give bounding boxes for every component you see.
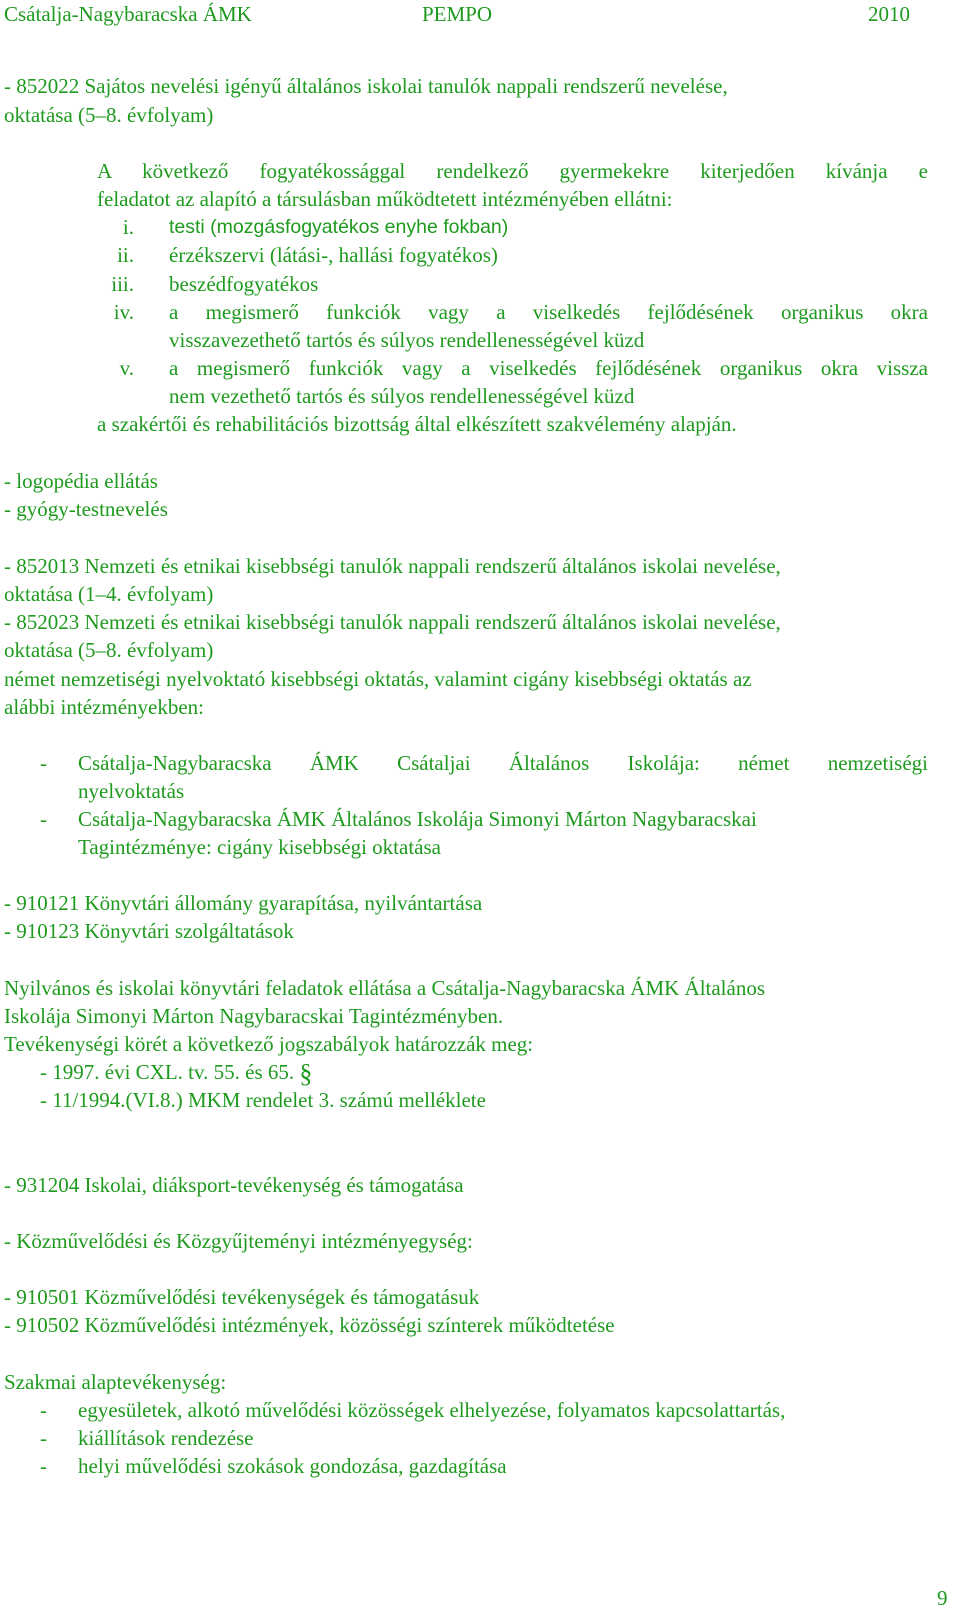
list-item-v-line1: a megismerő funkciók vagy a viselkedés fejlődésének organikus okra vissza xyxy=(169,356,928,380)
item-852022-line1: - 852022 Sajátos nevelési igényű általános iskolai tanulók nappali rendszerű nevelése, xyxy=(4,74,728,98)
alap-dash-1: - xyxy=(40,1398,47,1422)
tevekenysegi-line: Tevékenységi körét a következő jogszabályok határozzák meg: xyxy=(4,1032,534,1056)
section-sign: § xyxy=(299,1059,313,1088)
gyogy-testneveles-line: - gyógy-testnevelés xyxy=(4,497,168,521)
item-852013-line1: - 852013 Nemzeti és etnikai kisebbségi tanulók nappali rendszerű általános iskolai nevelése, xyxy=(4,554,781,578)
law-1997 xyxy=(40,1058,312,1086)
alap-item-2: kiállítások rendezése xyxy=(78,1426,254,1450)
alap-dash-3: - xyxy=(40,1454,47,1478)
item-931204: - 931204 Iskolai, diáksport-tevékenység és támogatása xyxy=(4,1173,464,1197)
szakmai-heading: Szakmai alaptevékenység: xyxy=(4,1370,227,1394)
header-title: PEMPO xyxy=(422,2,493,26)
item-852013-line2: oktatása (1–4. évfolyam) xyxy=(4,582,214,606)
alap-dash-2: - xyxy=(40,1426,47,1450)
expert-opinion-line: a szakértői és rehabilitációs bizottság által elkészített szakvélemény alapján. xyxy=(97,412,737,436)
inst2-line2: Tagintézménye: cigány kisebbségi oktatása xyxy=(78,835,441,859)
inst1-line1: Csátalja-Nagybaracska ÁMK Csátaljai Általános Iskolája: német nemzetiségi xyxy=(78,751,928,775)
inst1-dash: - xyxy=(40,751,47,775)
logopedia-line: - logopédia ellátás xyxy=(4,469,158,493)
list-item-ii: érzékszervi (látási-, hallási fogyatékos) xyxy=(169,243,498,267)
header-year: 2010 xyxy=(868,2,910,26)
kozmuvelodesi-heading: - Közművelődési és Közgyűjteményi intézményegység: xyxy=(4,1229,473,1253)
page-number: 9 xyxy=(937,1586,948,1610)
konyvtar-line1: Nyilvános és iskolai könyvtári feladatok ellátása a Csátalja-Nagybaracska ÁMK Általános xyxy=(4,976,766,1000)
list-num-iv: iv. xyxy=(113,300,134,324)
item-852022-line2: oktatása (5–8. évfolyam) xyxy=(4,103,214,127)
inst2-line1: Csátalja-Nagybaracska ÁMK Általános Iskolája Simonyi Márton Nagybaracskai xyxy=(78,807,757,831)
item-910121: - 910121 Könyvtári állomány gyarapítása, nyilvántartása xyxy=(4,891,483,915)
list-num-i: i. xyxy=(122,215,134,239)
item-852023-line1: - 852023 Nemzeti és etnikai kisebbségi tanulók nappali rendszerű általános iskolai nevelése, xyxy=(4,610,781,634)
list-num-ii: ii. xyxy=(117,243,134,267)
intro-line2: feladatot az alapító a társulásban működtetett intézményében ellátni: xyxy=(97,187,673,211)
item-910123: - 910123 Könyvtári szolgáltatások xyxy=(4,919,294,943)
item-910502: - 910502 Közművelődési intézmények, közösségi színterek működtetése xyxy=(4,1313,615,1337)
inst1-line2: nyelvoktatás xyxy=(78,779,185,803)
list-item-iv-line2: visszavezethető tartós és súlyos rendellenességével küzd xyxy=(169,328,645,352)
alap-item-1: egyesületek, alkotó művelődési közösségek elhelyezése, folyamatos kapcsolattartás, xyxy=(78,1398,786,1422)
nemet-line1: német nemzetiségi nyelvoktató kisebbségi oktatás, valamint cigány kisebbségi oktatás az xyxy=(4,667,752,691)
list-item-i: testi (mozgásfogyatékos enyhe fokban) xyxy=(169,216,509,238)
nemet-line2: alábbi intézményekben: xyxy=(4,695,205,719)
inst2-dash: - xyxy=(40,807,47,831)
list-item-v-line2: nem vezethető tartós és súlyos rendellenességével küzd xyxy=(169,384,635,408)
law-1997-text: - 1997. évi CXL. tv. 55. és 65. xyxy=(40,1060,300,1084)
intro-line1: A következő fogyatékossággal rendelkező gyermekekre kiterjedően kívánja e xyxy=(97,159,928,183)
law-mkm: - 11/1994.(VI.8.) MKM rendelet 3. számú melléklete xyxy=(40,1088,486,1112)
item-852023-line2: oktatása (5–8. évfolyam) xyxy=(4,638,214,662)
konyvtar-line2: Iskolája Simonyi Márton Nagybaracskai Tagintézményben. xyxy=(4,1004,504,1028)
list-item-iv-line1: a megismerő funkciók vagy a viselkedés fejlődésének organikus okra xyxy=(169,300,928,324)
item-910501: - 910501 Közművelődési tevékenységek és támogatásuk xyxy=(4,1285,480,1309)
list-item-iii: beszédfogyatékos xyxy=(169,272,319,296)
alap-item-3: helyi művelődési szokások gondozása, gazdagítása xyxy=(78,1454,507,1478)
list-num-v: v. xyxy=(119,356,134,380)
header-institution: Csátalja-Nagybaracska ÁMK xyxy=(4,2,252,26)
list-num-iii: iii. xyxy=(111,272,134,296)
